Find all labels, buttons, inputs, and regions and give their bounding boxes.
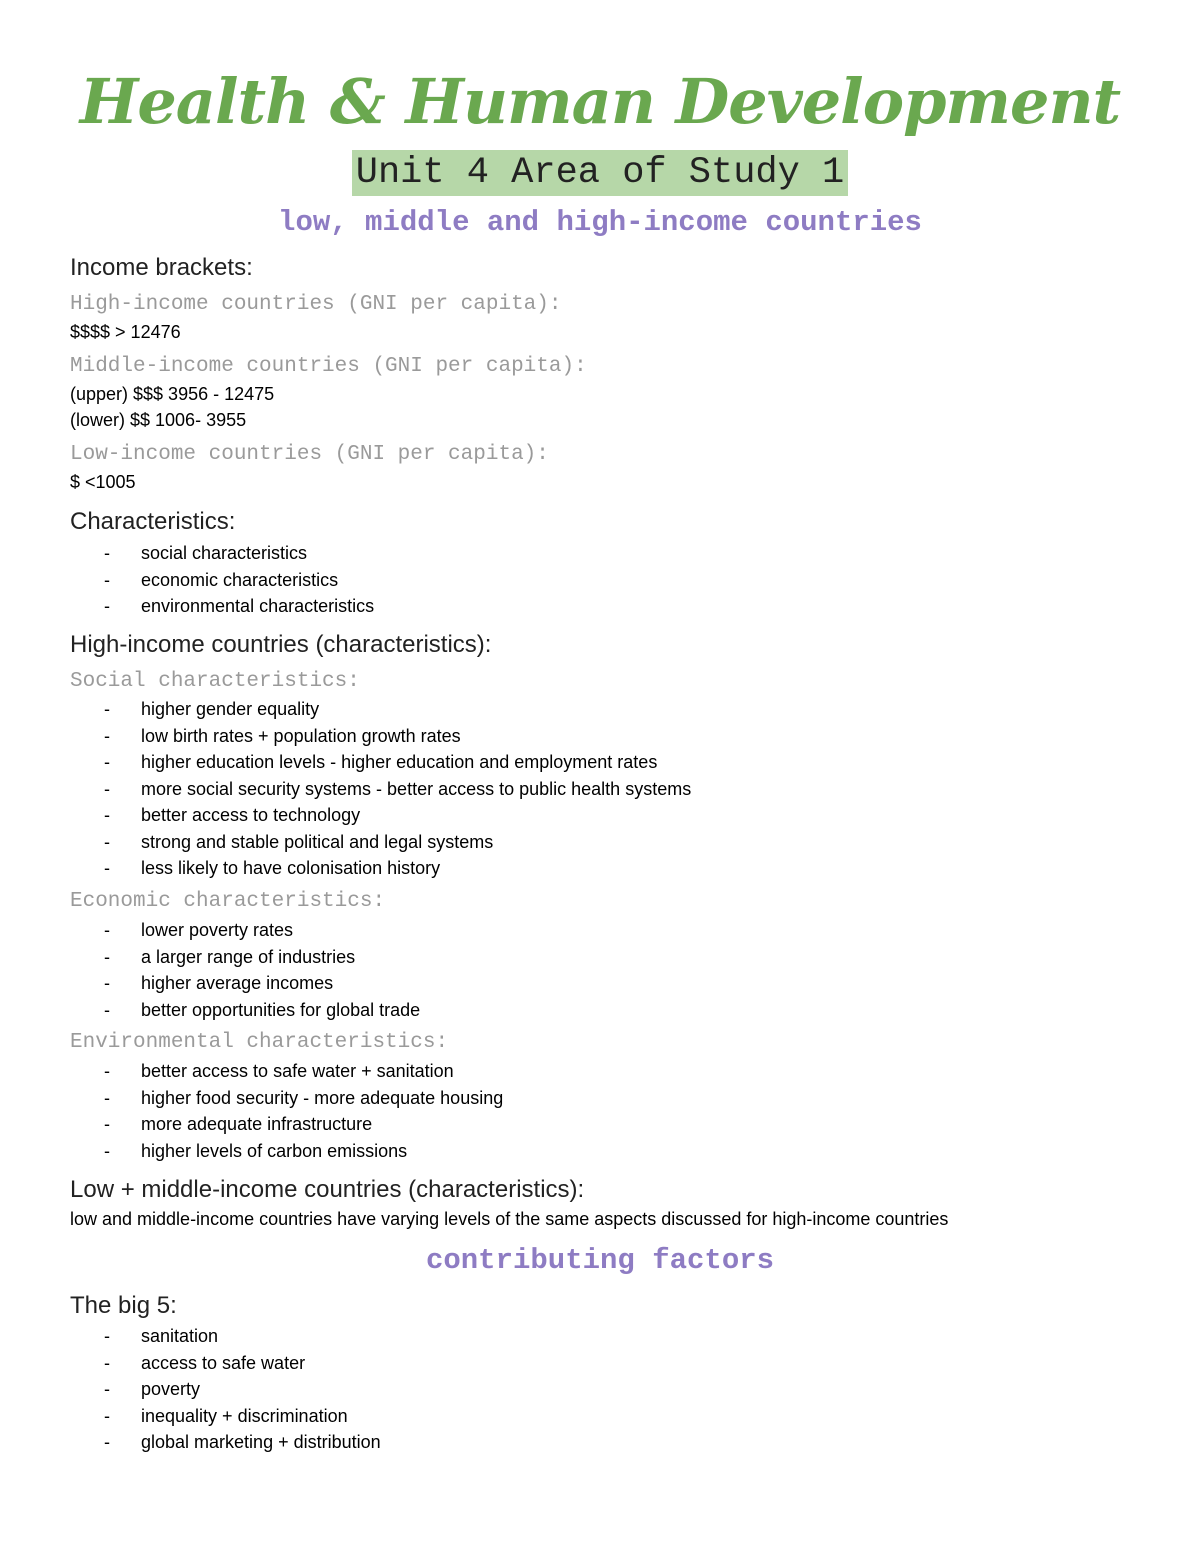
document-page: Health & Human Development Unit 4 Area of Study 1 low, middle and high-income countries Income brackets: High-income countries (GNI per capita): $$$$ > 12476 Middle-income countries (GNI per capita): (upper) $$$ 3956 - 12475 (lower) $$ 1006- 3955 Low-income countries (GNI per capita): $ <1005 Characteristics: - social characteristics - economic characteristics - environmental characteristics High-income countries (characteristics): Social characteristics: - higher gender equality - low birth rates + population growth rates - higher education levels - higher education and employment rates - more social security systems - better access to public health systems - better access to technology - strong and stable political and legal systems - less likely to have colonisation history Economic characteristics: - lower poverty rates - a larger range of industries - higher average incomes - better opportunities for global trade Environmental characteristics: - better access to safe water + sanitation - higher food security - more adequate housing - more adequate infrastructure - higher levels of carbon emissions Low + middle-income countries (characteristics): low and middle-income countries have varying levels of the same aspects discussed for high-income countries contributing factors The big 5: - sanitation - access to safe water - poverty - inequality + discrimination - global marketing + distribution: [0, 0, 1200, 1553]
bullet-dash: -: [104, 805, 110, 825]
bullet-dash: -: [104, 596, 110, 616]
bullet-dash: -: [104, 1061, 110, 1081]
section-title-income-countries: low, middle and high-income countries: [278, 206, 922, 239]
environmental-characteristics-label: Environmental characteristics:: [70, 1031, 449, 1054]
bullet-dash: -: [104, 1087, 110, 1108]
bullet-dash: -: [104, 831, 110, 852]
big-5-heading: The big 5:: [70, 1292, 177, 1319]
bullet-dash: -: [104, 699, 110, 719]
low-middle-income-heading: Low + middle-income countries (characteristics):: [70, 1176, 585, 1203]
low-middle-income-text: low and middle-income countries have varying levels of the same aspects discussed for high-income countries: [70, 1209, 949, 1229]
economic-characteristics-label: Economic characteristics:: [70, 890, 386, 913]
high-income-label: High-income countries (GNI per capita):: [70, 293, 562, 316]
bullet-dash: -: [104, 752, 110, 772]
characteristics-heading: Characteristics:: [70, 508, 236, 535]
document-title: Health & Human Development: [79, 65, 1121, 138]
section-title-contributing-factors: contributing factors: [425, 1244, 775, 1277]
bullet-dash: -: [104, 778, 110, 799]
bullet-dash: -: [104, 543, 110, 563]
high-income-characteristics-heading: High-income countries (characteristics):: [70, 631, 492, 658]
middle-income-label: Middle-income countries (GNI per capita):: [70, 355, 587, 378]
bullet-dash: -: [104, 725, 110, 746]
social-characteristics-label: Social characteristics:: [70, 670, 360, 693]
bullet-dash: -: [104, 1405, 110, 1426]
bullet-dash: -: [104, 999, 110, 1020]
bullet-dash: -: [104, 920, 110, 940]
bullet-dash: -: [104, 1140, 110, 1161]
subtitle-wrap: [0, 150, 1200, 196]
bullet-dash: -: [104, 973, 110, 993]
bullet-dash: -: [104, 1114, 110, 1134]
low-income-label: Low-income countries (GNI per capita):: [70, 443, 549, 466]
bullet-dash: -: [104, 1326, 110, 1346]
bullet-dash: -: [104, 1352, 110, 1373]
bullet-dash: -: [104, 1432, 110, 1452]
high-income-value: $$$$ > 12476: [70, 322, 181, 342]
bullet-dash: -: [104, 946, 110, 967]
middle-income-lower: (lower) $$ 1006- 3955: [70, 410, 247, 430]
income-brackets-heading: Income brackets:: [70, 254, 253, 281]
document-subtitle: Unit 4 Area of Study 1: [352, 150, 848, 196]
low-income-value: $ <1005: [70, 472, 136, 492]
bullet-dash: -: [104, 858, 110, 878]
bullet-dash: -: [104, 1379, 110, 1399]
middle-income-upper: (upper) $$$ 3956 - 12475: [70, 384, 275, 404]
bullet-dash: -: [104, 569, 110, 590]
